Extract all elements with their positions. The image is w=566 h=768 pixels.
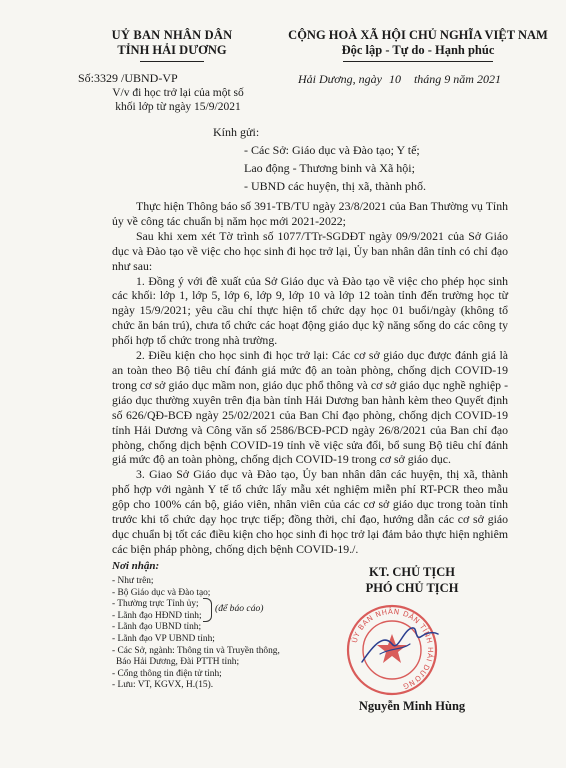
date-day: 10	[388, 72, 401, 86]
distribution-title: Nơi nhận:	[112, 560, 160, 572]
place-and-date	[298, 72, 501, 87]
distribution-item: - Lãnh đạo UBND tỉnh;	[112, 622, 202, 633]
body-paragraph: Sau khi xem xét Tờ trình số 1077/TTr-SGDĐT ngày 09/9/2021 của Sở Giáo dục và Đào tạo về việc cho học sinh đi học trở lại, Ủy ban nhân dân tỉnh có chỉ đạo như sau:	[112, 228, 508, 273]
seal-text: ỦY BAN NHÂN DÂN TỈNH HẢI DƯƠNG	[349, 606, 436, 692]
recipient-item: - UBND các huyện, thị xã, thành phố.	[244, 179, 426, 193]
agency-line-1: UỶ BAN NHÂN DÂN	[111, 28, 233, 42]
signature-title-line-2: PHÓ CHỦ TỊCH	[365, 581, 459, 595]
report-note: (để báo cáo)	[215, 603, 264, 614]
distribution-item: - Các Sở, ngành: Thông tin và Truyền thông,	[112, 645, 280, 656]
nation-line-2: Độc lập - Tự do - Hạnh phúc	[341, 43, 495, 57]
subject-line-1: V/v đi học trở lại của một số	[112, 87, 244, 99]
distribution-item: - Như trên;	[112, 576, 154, 586]
distribution-item: - Thường trực Tỉnh ủy;	[112, 599, 199, 610]
issuing-agency	[72, 28, 272, 62]
official-seal-icon	[340, 604, 444, 700]
distribution-item: Báo Hải Dương, Đài PTTH tỉnh;	[116, 657, 240, 668]
greeting: Kính gửi:	[213, 125, 260, 139]
place-date-suffix: tháng 9 năm 2021	[413, 72, 501, 86]
document-body	[112, 199, 508, 557]
nation-line-1: CỘNG HOÀ XÃ HỘI CHỦ NGHĨA VIỆT NAM	[288, 28, 548, 42]
document-number: Số:3329 /UBND-VP	[78, 71, 178, 85]
signature-title	[342, 564, 482, 596]
distribution-item: - Bộ Giáo dục và Đào tạo;	[112, 587, 211, 598]
motto-underline	[343, 61, 493, 62]
report-brace	[203, 598, 212, 622]
distribution-item: - Lưu: VT, KGVX, H.(15).	[112, 680, 214, 691]
recipient-item: Lao động - Thương binh và Xã hội;	[244, 161, 415, 175]
body-paragraph: 1. Đồng ý với đề xuất của Sở Giáo dục và Đào tạo về việc cho phép học sinh các khối: lớp 1, lớp 5, lớp 6, lớp 9, lớp 10 và lớp 12 toàn tỉnh đến trường học từ ngày 15/9/2021; yêu cầu chỉ thực hiện tổ chức dạy học 01 buổi/ngày (không tổ chức ăn bán trú), chưa tổ chức các hoạt động giáo dục kỹ năng sống do các công ty phối hợp tổ chức trong nhà trường.	[112, 273, 508, 348]
subject-line-2: khối lớp từ ngày 15/9/2021	[115, 101, 241, 113]
distribution-item: - Lãnh đạo HĐND tỉnh;	[112, 610, 202, 621]
body-paragraph: 2. Điều kiện cho học sinh đi học trở lại: Các cơ sở giáo dục được đánh giá là an toàn theo Bộ tiêu chí đánh giá mức độ an toàn phòng, chống dịch COVID-19 trong cơ sở giáo dục mầm non, giáo dục phổ thông và cơ sở giáo dục nghề nghiệp - giáo dục thường xuyên trên địa bàn tỉnh Hải Dương ban hành kèm theo Quyết định số 626/QĐ-BCĐ ngày 25/02/2021 của Ban Chỉ đạo phòng, chống dịch COVID-19 tỉnh Hải Dương và Công văn số 2586/BCĐ-PCD ngày 26/8/2021 của Ban chỉ đạo phòng, chống dịch bệnh COVID-19 tỉnh về việc sửa đổi, bổ sung Bộ tiêu chí đánh giá mức độ an toàn phòng, chống dịch COVID-19 trong cơ sở giáo dục.	[112, 348, 508, 467]
document-subject	[78, 86, 278, 114]
agency-underline	[140, 61, 204, 62]
distribution-item: - Cổng thông tin điện tử tỉnh;	[112, 668, 222, 679]
signer-name: Nguyễn Minh Hùng	[358, 699, 466, 713]
recipient-item: - Các Sở: Giáo dục và Đào tạo; Y tế;	[244, 143, 420, 157]
signature-title-line-1: KT. CHỦ TỊCH	[368, 565, 455, 579]
distribution-list	[112, 576, 322, 692]
place-date-prefix: Hải Dương, ngày	[298, 72, 382, 86]
distribution-item: - Lãnh đạo VP UBND tỉnh;	[112, 633, 215, 644]
agency-line-2: TỈNH HẢI DƯƠNG	[117, 43, 227, 57]
body-paragraph: 3. Giao Sở Giáo dục và Đào tạo, Ủy ban nhân dân các huyện, thị xã, thành phố hợp với ngành Y tế tổ chức lấy mẫu xét nghiệm miễn phí RT-PCR theo mẫu gộp cho 100% cán bộ, giáo viên, nhân viên của các cơ sở giáo dục trong toàn tỉnh trước khi tổ chức dạy học trực tiếp; đồng thời, chỉ đạo, hướng dẫn các cơ sở giáo dục chuẩn bị tốt các điều kiện cho học sinh đi học trở lại đảm bảo thực hiện nghiêm các biện pháp phòng, chống dịch bệnh COVID-19./.	[112, 467, 508, 556]
national-motto	[283, 28, 553, 62]
body-paragraph: Thực hiện Thông báo số 391-TB/TU ngày 23/8/2021 của Ban Thường vụ Tỉnh ủy về công tác chuẩn bị năm học mới 2021-2022;	[112, 199, 508, 228]
